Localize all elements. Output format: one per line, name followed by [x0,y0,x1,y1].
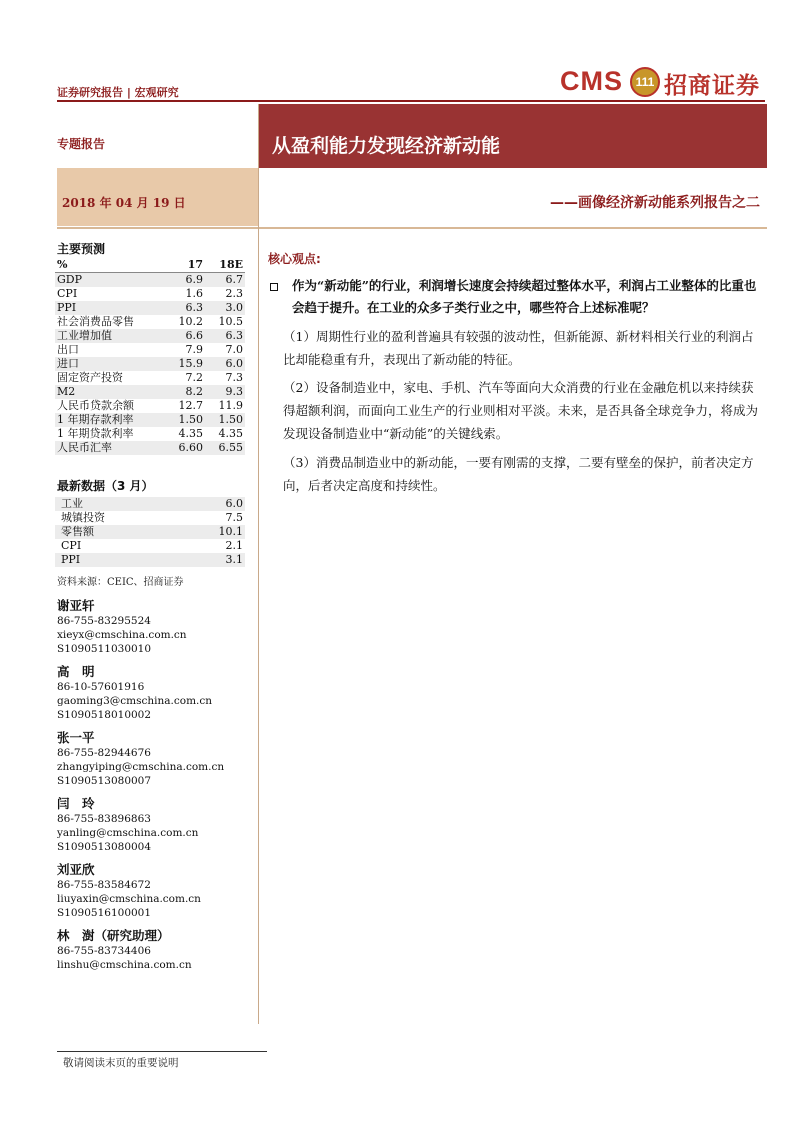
forecast-value-18e: 1.50 [205,413,245,427]
core-paragraph-3: （3）消费品制造业中的新动能，一要有刚需的支撑，二要有壁垒的保护，前者决定方向，后者决定高度和持续性。 [283,455,754,493]
forecast-indicator: 1 年期存款利率 [55,413,165,427]
analyst-license: S1090518010002 [57,709,152,721]
forecast-indicator: 工业增加值 [55,329,165,343]
analyst-phone: 86-10-57601916 [57,681,145,693]
forecast-row [55,357,245,371]
forecast-indicator: PPI [55,301,165,315]
forecast-value-18e: 6.3 [205,329,245,343]
forecast-value-17: 6.3 [165,301,205,315]
forecast-value-17: 8.2 [165,385,205,399]
forecast-value-17: 6.60 [165,441,205,455]
cms-logo [560,64,765,100]
forecast-indicator: CPI [57,287,78,300]
forecast-col-17: 17 [165,258,205,273]
latest-row [55,511,245,525]
analyst-phone: 86-755-83734406 [57,945,151,957]
latest-row [55,539,245,553]
analyst-block [57,728,257,788]
analyst-email[interactable]: yanling@cmschina.com.cn [57,827,199,839]
analyst-phone: 86-755-83584672 [57,879,151,891]
analyst-name: 张一平 [57,730,95,745]
analyst-email[interactable]: liuyaxin@cmschina.com.cn [57,893,201,905]
forecast-value-18e: 9.3 [205,385,245,399]
forecast-value-17: 4.35 [178,427,203,440]
date-divider [57,227,258,229]
forecast-row [55,371,245,385]
forecast-indicator: 进口 [55,357,165,371]
analyst-license: S1090511030010 [57,643,152,655]
footer-divider [57,1051,267,1052]
logo-mark-icon: 111 [630,67,660,97]
latest-indicator: 城镇投资 [61,511,105,524]
forecast-row [55,427,245,441]
column-divider [258,104,259,1024]
forecast-value-18e: 4.35 [218,427,243,440]
analyst-name: 刘亚欣 [57,862,95,877]
analyst-license: S1090516100001 [57,907,152,919]
core-paragraph-2: （2）设备制造业中，家电、手机、汽车等面向大众消费的行业在金融危机以来持续获得超额利润，而面向工业生产的行业则相对平淡。未来，是否具备全球竞争力，将成为发现设备制造业中“新动能”的关键线索。 [283,380,759,441]
analyst-block [57,860,257,920]
forecast-row [55,315,245,329]
forecast-value-17: 1.6 [185,287,203,300]
square-bullet-icon [270,283,278,291]
forecast-value-18e: 6.55 [205,441,245,455]
analyst-license: S1090513080004 [57,841,152,853]
core-paragraph-1: （1）周期性行业的盈利普遍具有较强的波动性，但新能源、新材料相关行业的利润占比却能稳重有升，表现出了新动能的特征。 [283,329,754,367]
forecast-value-17: 1.50 [165,413,205,427]
data-source: 资料来源：CEIC、招商证券 [57,577,184,588]
latest-indicator: 工业 [55,497,205,511]
report-category: 证券研究报告 | 宏观研究 [57,86,179,99]
analyst-name: 闫 玲 [57,796,95,811]
forecast-value-17: 6.9 [165,273,205,288]
logo-chinese: 招商证券 [664,73,760,99]
forecast-value-18e: 10.5 [218,315,243,328]
forecast-value-17: 7.9 [185,343,203,356]
latest-row [55,553,245,567]
forecast-table [55,258,245,455]
subtitle-divider [259,227,767,229]
forecast-value-17: 7.2 [185,371,203,384]
analyst-email[interactable]: zhangyiping@cmschina.com.cn [57,761,225,773]
latest-table [55,497,245,567]
forecast-indicator: 固定资产投资 [57,371,123,384]
forecast-indicator: 人民币贷款余额 [57,399,134,412]
forecast-header-row [55,258,245,273]
forecast-indicator: GDP [55,273,165,288]
forecast-value-17: 6.6 [165,329,205,343]
page-subtitle: ——画像经济新动能系列报告之二 [550,195,760,211]
analyst-name: 谢亚轩 [57,598,95,613]
forecast-value-18e: 6.0 [205,357,245,371]
forecast-col-18e: 18E [205,258,245,273]
analyst-name: 林 澍（研究助理） [57,928,170,943]
forecast-title: 主要预测 [57,242,106,256]
forecast-row [55,273,245,288]
forecast-value-17: 12.7 [178,399,203,412]
forecast-value-18e: 7.3 [225,371,243,384]
latest-table-wrap [55,497,245,567]
analyst-phone: 86-755-83295524 [57,615,151,627]
report-date: 2018 年 04 月 19 日 [62,196,186,210]
forecast-row [55,301,245,315]
analyst-block [57,794,257,854]
latest-value: 10.1 [205,525,245,539]
forecast-value-17: 10.2 [178,315,203,328]
latest-row [55,497,245,511]
analyst-email[interactable]: linshu@cmschina.com.cn [57,959,192,971]
latest-value: 7.5 [225,511,243,524]
core-bullet: 作为“新动能”的行业，利润增长速度会持续超过整体水平，利润占工业整体的比重也会趋于提升。在工业的众多子类行业之中，哪些符合上述标准呢？ [292,278,757,315]
forecast-value-17: 15.9 [165,357,205,371]
analyst-block [57,926,257,972]
analyst-list [57,596,257,978]
forecast-row [55,287,245,301]
forecast-indicator: M2 [55,385,165,399]
analyst-block [57,662,257,722]
latest-value: 6.0 [205,497,245,511]
forecast-row [55,441,245,455]
analyst-block [57,596,257,656]
forecast-row [55,385,245,399]
latest-indicator: PPI [55,553,205,567]
analyst-email[interactable]: gaoming3@cmschina.com.cn [57,695,213,707]
forecast-table-wrap [55,258,245,455]
forecast-value-18e: 3.0 [205,301,245,315]
forecast-col-label: % [55,258,165,273]
latest-row [55,525,245,539]
forecast-indicator: 出口 [57,343,79,356]
analyst-email[interactable]: xieyx@cmschina.com.cn [57,629,187,641]
analyst-phone: 86-755-83896863 [57,813,151,825]
forecast-row [55,329,245,343]
forecast-value-18e: 6.7 [205,273,245,288]
latest-indicator: 零售额 [55,525,205,539]
forecast-value-18e: 7.0 [225,343,243,356]
forecast-indicator: 1 年期贷款利率 [57,427,134,440]
forecast-value-18e: 11.9 [218,399,243,412]
logo-latin: CMS [560,66,623,96]
page-title: 从盈利能力发现经济新动能 [272,135,501,157]
analyst-name: 高 明 [57,664,95,679]
footer-note: 敬请阅读末页的重要说明 [63,1057,179,1069]
forecast-indicator: 社会消费品零售 [57,315,134,328]
header-divider [57,100,765,102]
latest-value: 2.1 [225,539,243,552]
analyst-phone: 86-755-82944676 [57,747,151,759]
report-type: 专题报告 [57,137,106,151]
forecast-row [55,413,245,427]
forecast-row [55,343,245,357]
latest-indicator: CPI [61,539,82,552]
forecast-row [55,399,245,413]
forecast-indicator: 人民币汇率 [55,441,165,455]
latest-value: 3.1 [205,553,245,567]
analyst-license: S1090513080007 [57,775,152,787]
latest-title: 最新数据（3 月） [57,479,154,493]
forecast-value-18e: 2.3 [225,287,243,300]
core-views-title: 核心观点: [268,252,321,266]
